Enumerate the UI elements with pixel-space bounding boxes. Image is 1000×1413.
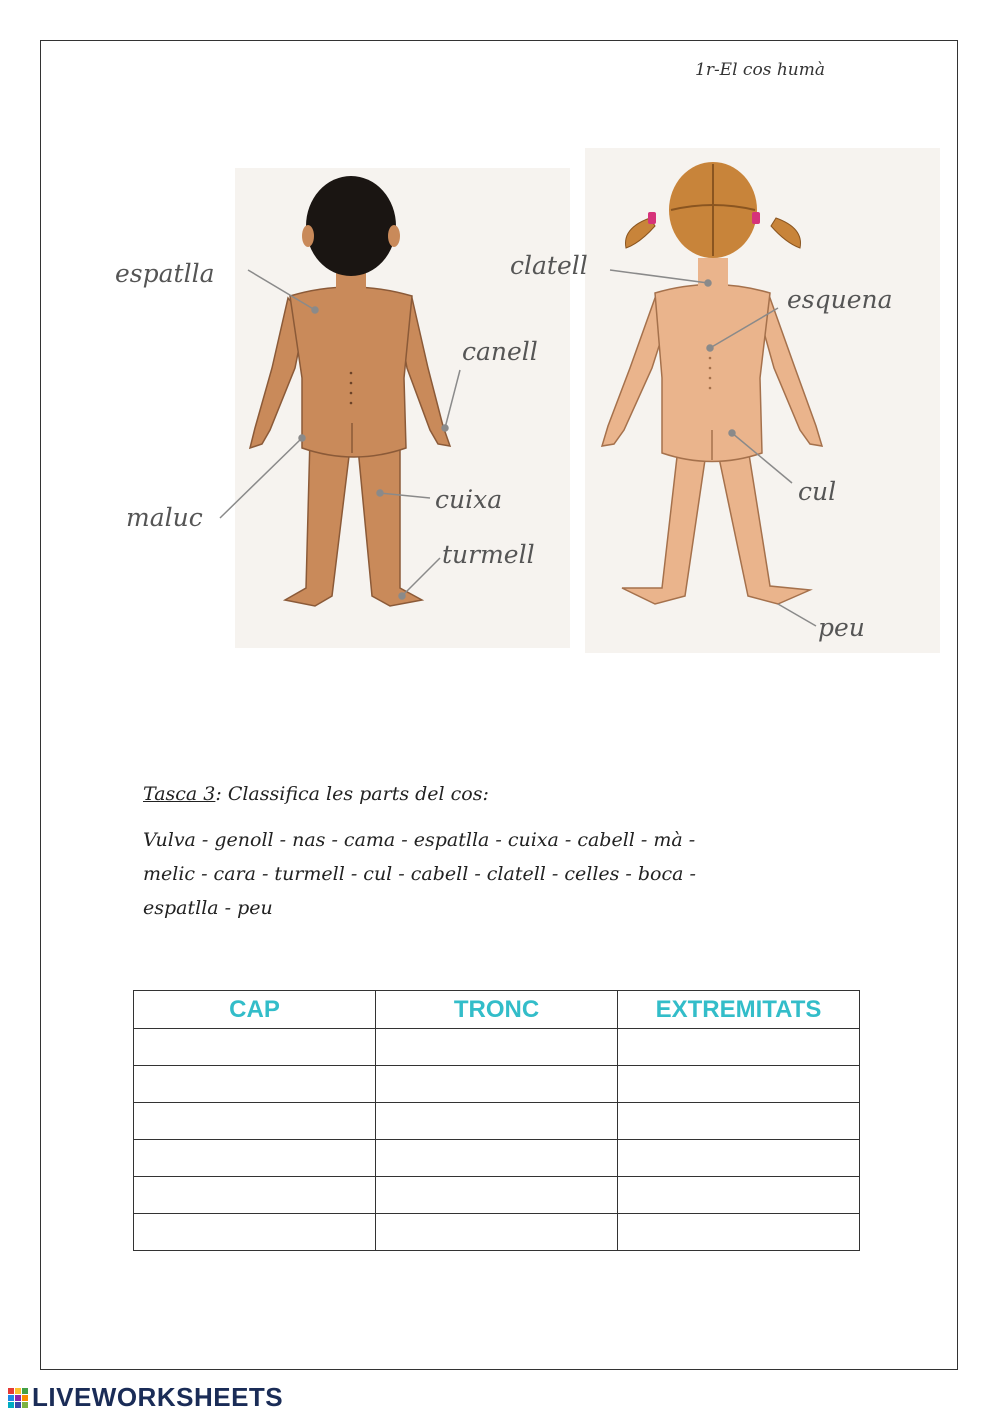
- table-row: [134, 1066, 860, 1103]
- answer-cell[interactable]: [618, 1066, 860, 1103]
- boy-hair: [306, 176, 396, 276]
- label-esquena: esquena: [787, 285, 893, 314]
- liveworksheets-brand[interactable]: [8, 1382, 283, 1413]
- answer-cell[interactable]: [376, 1066, 618, 1103]
- label-maluc: maluc: [126, 503, 203, 532]
- answer-cell[interactable]: [376, 1029, 618, 1066]
- table-row: [134, 1103, 860, 1140]
- logo-square: [8, 1395, 14, 1401]
- label-turmell: turmell: [442, 540, 535, 569]
- answer-cell[interactable]: [376, 1177, 618, 1214]
- task-instruction: : Classifica les parts del cos:: [215, 783, 489, 805]
- word-list-line: melic - cara - turmell - cul - cabell - clatell - celles - boca -: [143, 863, 696, 885]
- answer-cell[interactable]: [618, 1177, 860, 1214]
- logo-square: [22, 1388, 28, 1394]
- logo-square: [15, 1395, 21, 1401]
- word-list: [143, 823, 863, 925]
- liveworksheets-logo-icon: [8, 1388, 28, 1408]
- task-heading: [143, 783, 489, 805]
- column-header-tronc: TRONC: [376, 991, 618, 1029]
- answer-cell[interactable]: [134, 1177, 376, 1214]
- logo-square: [22, 1402, 28, 1408]
- table-row: [134, 1140, 860, 1177]
- answer-cell[interactable]: [618, 1029, 860, 1066]
- task-label: Tasca 3: [143, 783, 216, 805]
- answer-cell[interactable]: [134, 1103, 376, 1140]
- label-espatlla: espatlla: [115, 259, 215, 288]
- label-canell: canell: [462, 337, 538, 366]
- label-cul: cul: [798, 477, 837, 506]
- answer-cell[interactable]: [618, 1214, 860, 1251]
- answer-cell[interactable]: [376, 1140, 618, 1177]
- logo-square: [15, 1388, 21, 1394]
- answer-cell[interactable]: [618, 1140, 860, 1177]
- column-header-cap: CAP: [134, 991, 376, 1029]
- answer-cell[interactable]: [134, 1029, 376, 1066]
- classification-table: [133, 990, 860, 1251]
- word-list-line: Vulva - genoll - nas - cama - espatlla - cuixa - cabell - mà -: [143, 829, 696, 851]
- logo-square: [8, 1402, 14, 1408]
- answer-cell[interactable]: [376, 1103, 618, 1140]
- answer-cell[interactable]: [134, 1214, 376, 1251]
- body-parts-illustration: [110, 148, 940, 658]
- hair-tie-left: [648, 212, 656, 224]
- logo-square: [8, 1388, 14, 1394]
- worksheet-title: 1r-El cos humà: [695, 60, 825, 80]
- table-header-row: [134, 991, 860, 1029]
- label-clatell: clatell: [510, 251, 588, 280]
- hair-tie-right: [752, 212, 760, 224]
- answer-cell[interactable]: [134, 1066, 376, 1103]
- answer-cell[interactable]: [618, 1103, 860, 1140]
- table-row: [134, 1214, 860, 1251]
- answer-cell[interactable]: [376, 1214, 618, 1251]
- column-header-extremitats: EXTREMITATS: [618, 991, 860, 1029]
- label-cuixa: cuixa: [435, 485, 503, 514]
- word-list-line: espatlla - peu: [143, 897, 273, 919]
- brand-text: LIVEWORKSHEETS: [32, 1382, 284, 1412]
- label-peu: peu: [818, 613, 865, 642]
- logo-square: [15, 1402, 21, 1408]
- table-row: [134, 1177, 860, 1214]
- logo-square: [22, 1395, 28, 1401]
- answer-cell[interactable]: [134, 1140, 376, 1177]
- table-row: [134, 1029, 860, 1066]
